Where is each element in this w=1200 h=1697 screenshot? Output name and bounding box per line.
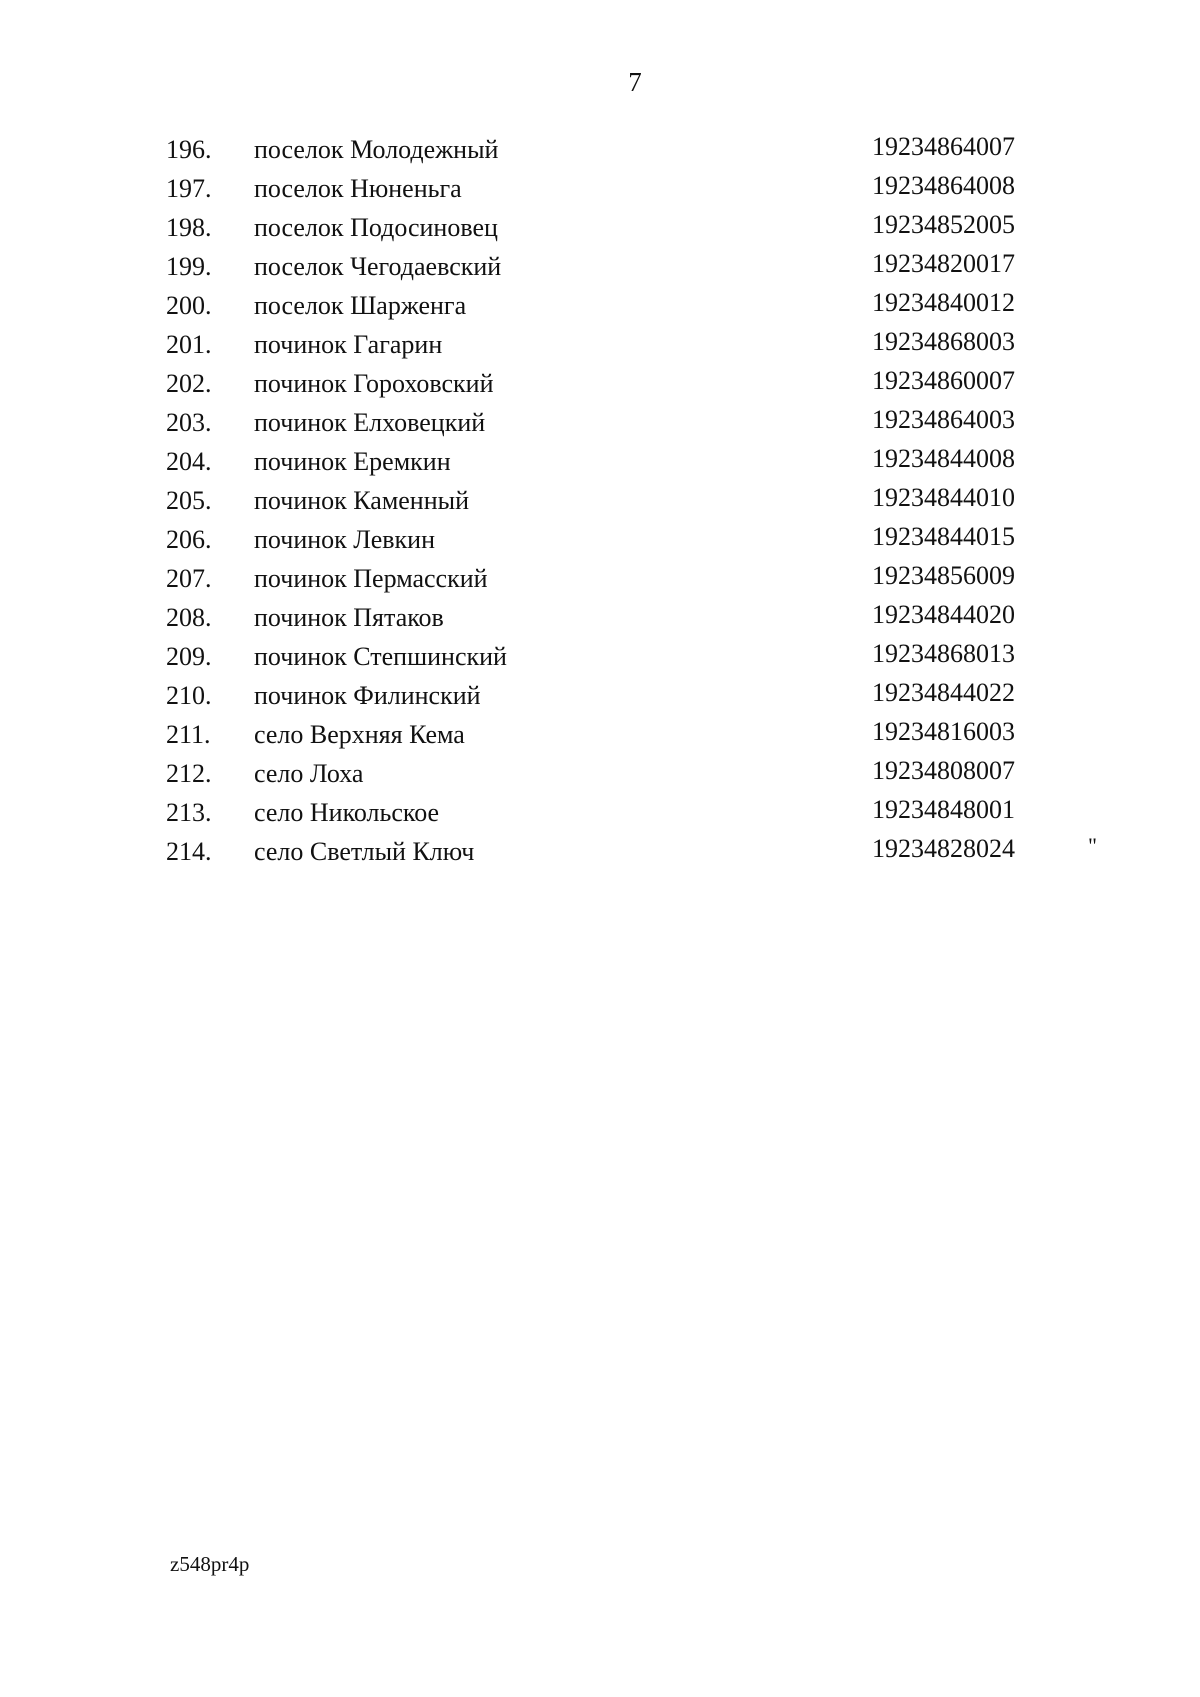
row-number: 196. xyxy=(166,135,212,164)
page-number: 7 xyxy=(628,67,642,97)
list-row xyxy=(0,481,1200,520)
oktmo-code: 19234840012 xyxy=(872,288,1015,317)
document-code: z548pr4p xyxy=(170,1552,250,1576)
row-number: 209. xyxy=(166,642,212,671)
oktmo-code: 19234852005 xyxy=(872,210,1015,239)
settlement-name: починок Гагарин xyxy=(254,330,443,359)
list-row xyxy=(0,598,1200,637)
settlement-name: починок Степшинский xyxy=(254,642,507,671)
row-number: 213. xyxy=(166,798,212,827)
oktmo-code: 19234816003 xyxy=(872,717,1015,746)
settlement-name: починок Елховецкий xyxy=(254,408,486,437)
oktmo-code: 19234844010 xyxy=(872,483,1015,512)
list-row xyxy=(0,754,1200,793)
row-number: 199. xyxy=(166,252,212,281)
row-number: 203. xyxy=(166,408,212,437)
settlement-name: село Никольское xyxy=(254,798,440,827)
row-number: 210. xyxy=(166,681,212,710)
oktmo-code: 19234864007 xyxy=(872,132,1015,161)
settlement-name: село Светлый Ключ xyxy=(254,837,475,866)
row-number: 200. xyxy=(166,291,212,320)
settlement-name: поселок Шарженга xyxy=(254,291,467,320)
list-row xyxy=(0,637,1200,676)
oktmo-code: 19234844015 xyxy=(872,522,1015,551)
oktmo-code: 19234844008 xyxy=(872,444,1015,473)
settlement-name: починок Левкин xyxy=(254,525,436,554)
list-row xyxy=(0,676,1200,715)
settlement-name: село Лоха xyxy=(254,759,364,788)
settlement-name: село Верхняя Кема xyxy=(254,720,465,749)
row-number: 204. xyxy=(166,447,212,476)
closing-quote: " xyxy=(1088,833,1097,858)
list-row xyxy=(0,364,1200,403)
settlement-name: починок Гороховский xyxy=(254,369,494,398)
settlement-name: починок Пермасский xyxy=(254,564,488,593)
settlement-name: поселок Чегодаевский xyxy=(254,252,502,281)
list-row xyxy=(0,715,1200,754)
list-row xyxy=(0,325,1200,364)
settlement-name: починок Каменный xyxy=(254,486,470,515)
row-number: 207. xyxy=(166,564,212,593)
row-number: 198. xyxy=(166,213,212,242)
row-number: 208. xyxy=(166,603,212,632)
oktmo-code: 19234864008 xyxy=(872,171,1015,200)
row-number: 214. xyxy=(166,837,212,866)
oktmo-code: 19234868013 xyxy=(872,639,1015,668)
settlement-name: починок Филинский xyxy=(254,681,481,710)
row-number: 202. xyxy=(166,369,212,398)
settlement-name: починок Пятаков xyxy=(254,603,444,632)
oktmo-code: 19234808007 xyxy=(872,756,1015,785)
list-row xyxy=(0,286,1200,325)
list-row xyxy=(0,442,1200,481)
settlement-name: поселок Молодежный xyxy=(254,135,499,164)
oktmo-code: 19234848001 xyxy=(872,795,1015,824)
row-number: 211. xyxy=(166,720,211,749)
oktmo-code: 19234860007 xyxy=(872,366,1015,395)
row-number: 201. xyxy=(166,330,212,359)
settlement-list xyxy=(0,130,1200,871)
settlement-name: поселок Нюненьга xyxy=(254,174,462,203)
list-row xyxy=(0,832,1200,871)
list-row xyxy=(0,247,1200,286)
oktmo-code: 19234844022 xyxy=(872,678,1015,707)
oktmo-code: 19234864003 xyxy=(872,405,1015,434)
settlement-name: починок Еремкин xyxy=(254,447,451,476)
row-number: 197. xyxy=(166,174,212,203)
oktmo-code: 19234828024 xyxy=(872,834,1015,863)
oktmo-code: 19234820017 xyxy=(872,249,1015,278)
list-row xyxy=(0,130,1200,169)
list-row xyxy=(0,520,1200,559)
row-number: 205. xyxy=(166,486,212,515)
list-row xyxy=(0,559,1200,598)
oktmo-code: 19234844020 xyxy=(872,600,1015,629)
row-number: 206. xyxy=(166,525,212,554)
list-row xyxy=(0,208,1200,247)
oktmo-code: 19234868003 xyxy=(872,327,1015,356)
settlement-name: поселок Подосиновец xyxy=(254,213,498,242)
list-row xyxy=(0,793,1200,832)
list-row xyxy=(0,403,1200,442)
list-row xyxy=(0,169,1200,208)
row-number: 212. xyxy=(166,759,212,788)
oktmo-code: 19234856009 xyxy=(872,561,1015,590)
